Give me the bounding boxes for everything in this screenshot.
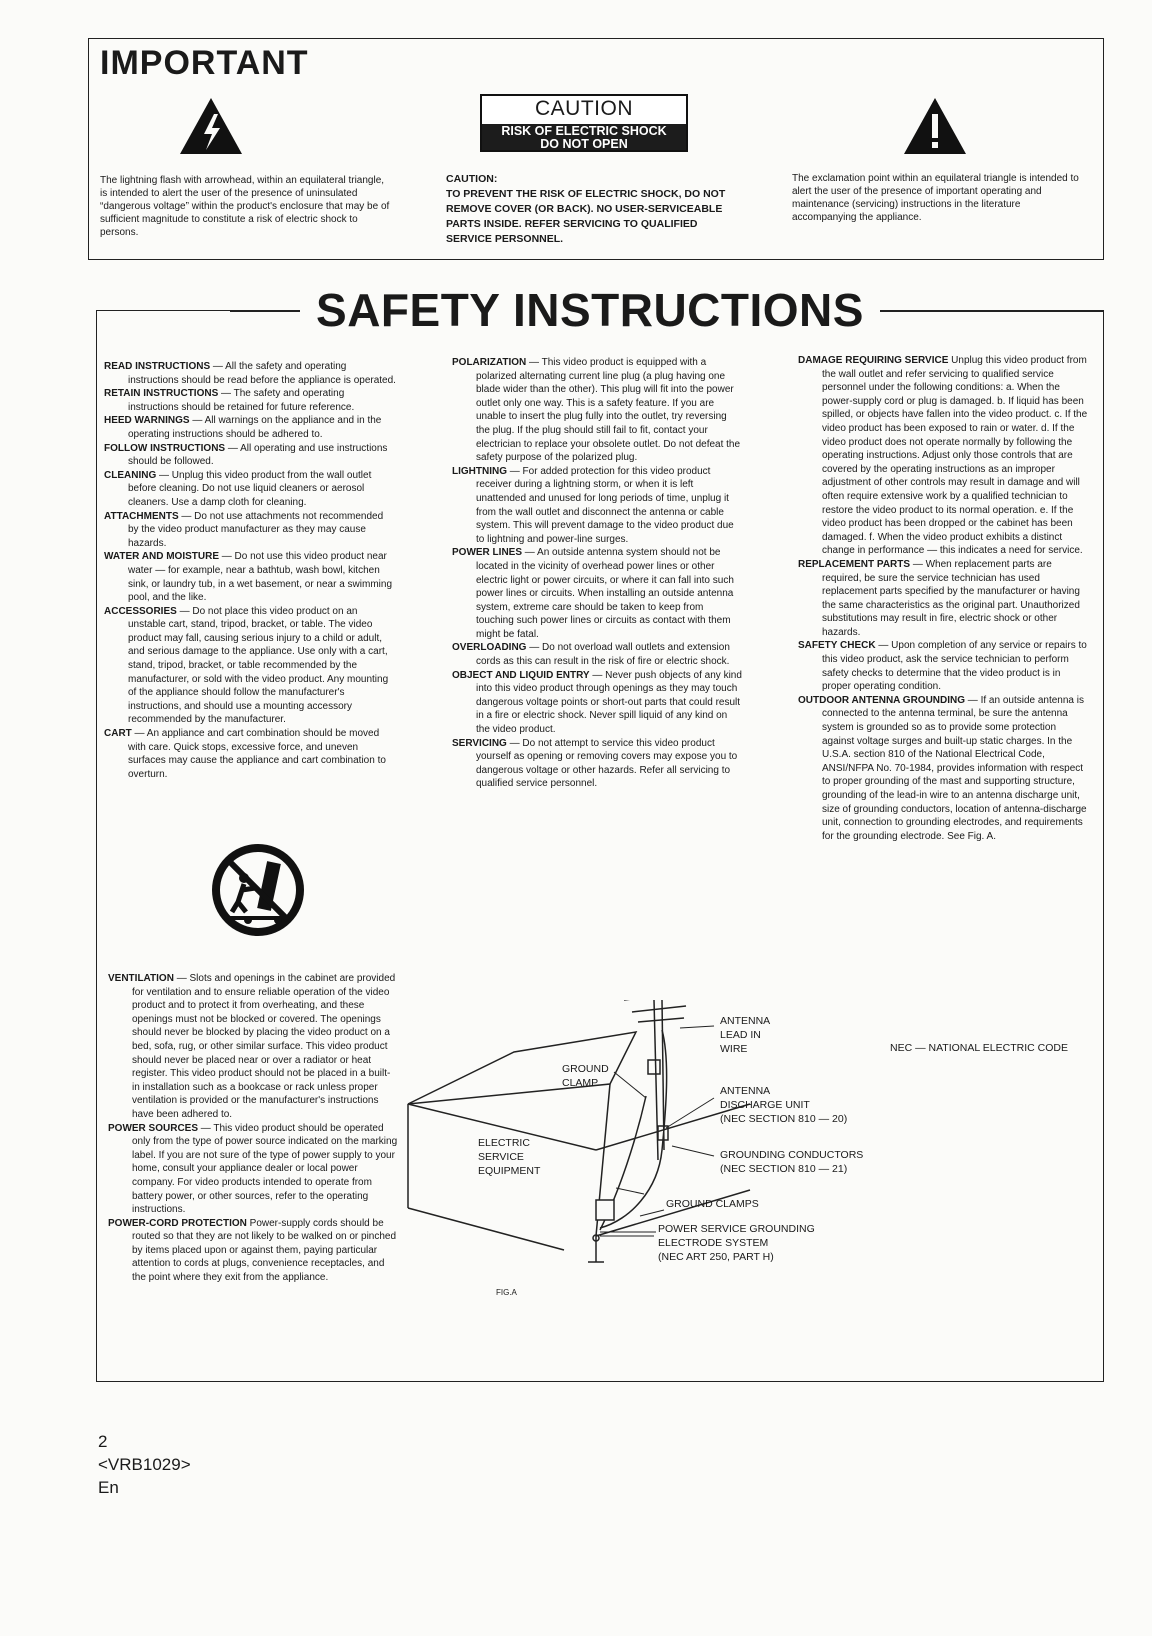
instruction-term: WATER AND MOISTURE (104, 551, 219, 563)
instruction-term: ACCESSORIES (104, 605, 177, 617)
instruction-item (452, 546, 742, 641)
instruction-term: LIGHTNING (452, 465, 507, 477)
instruction-text: — All the safety and operating instructions should be read before the appliance is operated. (128, 361, 396, 386)
instruction-text: Unplug this video product from the wall outlet and refer servicing to qualified service personnel under the following conditions: a. When the power-supply cord or plug is damaged. b. If liquid has been spilled, or objects have fallen into the video product. c. If the video product has been exposed to rain or water. d. If the video product does not operate normally by following the operating instructions. Adjust only those controls that are covered by the operating instructions as an improper adjustment of other controls may result in damage and will often require extensive work by a qualified technician to restore the video product to its normal operation. e. If the video product has been dropped or the cabinet has been damaged. f. When the video product exhibits a distinct change in performance — this indicates a need for service. (822, 355, 1088, 557)
instruction-text: — Do not overload wall outlets and extension cords as this can result in the risk of fire or electric shock. (476, 642, 730, 668)
instruction-term: POWER-CORD PROTECTION (108, 1217, 247, 1229)
title-rule-left (230, 310, 304, 312)
label-ground-clamps: GROUND CLAMPS (666, 1198, 759, 1210)
safety-column-2 (452, 356, 742, 791)
instruction-term: ATTACHMENTS (104, 510, 179, 522)
instruction-text: — Do not use attachments not recommended by the video product manufacturer as they may cause hazards. (128, 510, 384, 549)
instruction-term: OUTDOOR ANTENNA GROUNDING (798, 694, 966, 706)
instruction-term: HEED WARNINGS (104, 415, 190, 427)
instruction-item (452, 356, 742, 465)
instruction-term: FOLLOW INSTRUCTIONS (104, 442, 226, 454)
label-discharge-unit: ANTENNA DISCHARGE UNIT (NEC SECTION 810 — 20) (720, 1085, 848, 1125)
instruction-text: — This video product should be operated only from the type of power source indicated on the marking label. If you are not sure of the type of power supply to your home, consult your appliance dealer or local power company. For video products intended to operate from battery power, or other sources, refer to the operating instructions. (132, 1122, 398, 1216)
instruction-text: Power-supply cords should be routed so that they are not likely to be walked on or pinched by items placed upon or against them, paying particular attention to cords at plugs, convenience receptacles, and the point where they exit from the appliance. (132, 1217, 397, 1284)
safety-title: SAFETY INSTRUCTIONS (300, 282, 880, 338)
instruction-text: — Do not use this video product near water — for example, near a bathtub, wash bowl, kitchen sink, or laundry tub, in a wet basement, or near a swimming pool, and the like. (128, 551, 393, 604)
instruction-item (452, 669, 742, 737)
instruction-item (104, 510, 396, 551)
instruction-item (104, 605, 396, 727)
instruction-item (452, 737, 742, 791)
label-power-service: POWER SERVICE GROUNDING ELECTRODE SYSTEM (NEC ART 250, PART H) (658, 1223, 815, 1263)
instruction-item (104, 360, 396, 387)
instruction-item (452, 465, 742, 547)
caution-label-line2: DO NOT OPEN (540, 136, 628, 151)
instruction-text: — This video product is equipped with a polarized alternating current line plug (a plug having one blade wider than the other). This plug will fit into the power outlet only one way. This is a safety feature. If you are unable to insert the plug fully into the outlet, try reversing the plug. If the plug should still fail to fit, contact your electrician to replace your obsolete outlet. Do not defeat the safety purpose of the polarized plug. (476, 357, 741, 464)
title-rule-right (876, 310, 1104, 312)
label-ground-clamp: GROUND CLAMP (562, 1063, 609, 1089)
safety-column-3 (798, 354, 1090, 843)
instruction-term: CLEANING (104, 469, 157, 481)
instruction-term: SERVICING (452, 737, 507, 749)
instruction-item (108, 1122, 398, 1217)
safety-column-1 (104, 360, 396, 781)
instruction-item (798, 639, 1090, 693)
instruction-item (452, 641, 742, 668)
instruction-item (104, 414, 396, 441)
instruction-item (108, 1217, 398, 1285)
instruction-text: — Upon completion of any service or repairs to this video product, ask the service technician to perform safety checks to determine that the video product is in proper operating condition. (822, 640, 1087, 693)
instruction-item (108, 972, 398, 1122)
exclamation-warning-icon (902, 96, 968, 156)
language-code: En (98, 1478, 119, 1497)
important-title: IMPORTANT (100, 44, 309, 82)
label-grounding-conductors: GROUNDING CONDUCTORS (NEC SECTION 810 — 21) (720, 1149, 864, 1175)
safety-column-1-lower (108, 972, 398, 1285)
instruction-term: POLARIZATION (452, 357, 527, 368)
instruction-text: — If an outside antenna is connected to the antenna terminal, be sure the antenna system is grounded so as to provide some protection against voltage surges and built-up static charges. In the U.S.A. section 810 of the National Electrical Code, ANSI/NFPA No. 70-1984, provides information with respect to proper grounding of the mast and supporting structure, grounding of the lead-in wire to an antenna discharge unit, size of grounding conductors, location of antenna-discharge unit, connection to grounding electrodes, and requirements for the grounding electrode. See Fig. A. (822, 694, 1087, 842)
instruction-text: — All warnings on the appliance and in the operating instructions should be adhered to. (128, 415, 382, 440)
caution-label-title: CAUTION (535, 97, 633, 120)
instruction-text: — For added protection for this video product receiver during a lightning storm, or when it is left unattended and unused for long periods of time, unplug it from the wall outlet and disconnect the antenna or cable system. This will prevent damage to the video product due to lightning and power-line surges. (476, 465, 734, 545)
instruction-term: POWER LINES (452, 547, 523, 559)
instruction-text: — Never push objects of any kind into this video product through openings as they may touch dangerous voltage points or short-out parts that could result in a fire or electric shock. Never spill liquid of any kind on the video product. (476, 669, 742, 736)
instruction-item (104, 727, 396, 781)
instruction-term: READ INSTRUCTIONS (104, 361, 211, 372)
instruction-term: POWER SOURCES (108, 1122, 199, 1134)
instruction-text: — Do not attempt to service this video product yourself as opening or removing covers may expose you to dangerous voltage or other hazards. Refer all servicing to qualified service personnel. (476, 737, 738, 790)
instruction-text: — All operating and use instructions should be followed. (128, 442, 388, 468)
model-code: <VRB1029> (98, 1455, 191, 1474)
instruction-term: OBJECT AND LIQUID ENTRY (452, 669, 590, 681)
instruction-item (104, 442, 396, 469)
instruction-text: — The safety and operating instructions should be retained for future reference. (128, 388, 355, 413)
caution-warning-text (446, 172, 746, 247)
caution-body: TO PREVENT THE RISK OF ELECTRIC SHOCK, DO NOT REMOVE COVER (OR BACK). NO USER-SERVICEABLE PARTS INSIDE. REFER SERVICING TO QUALIFIED SERVICE PERSONNEL. (446, 188, 726, 245)
instruction-item (104, 387, 396, 414)
instruction-term: SAFETY CHECK (798, 640, 876, 652)
instruction-item (104, 469, 396, 510)
caution-label-line1: RISK OF ELECTRIC SHOCK (501, 124, 667, 138)
caution-heading: CAUTION: (446, 173, 498, 185)
instruction-item (104, 550, 396, 604)
lightning-warning-icon (178, 96, 244, 156)
instruction-item (798, 694, 1090, 844)
instruction-term: VENTILATION (108, 973, 174, 984)
lightning-explanation: The lightning flash with arrowhead, within an equilateral triangle, is intended to alert the user of the presence of uninsulated “dangerous voltage” within the product's enclosure that may be of sufficient magnitude to constitute a risk of electric shock to persons. (100, 175, 390, 238)
label-electric-service: ELECTRIC SERVICE EQUIPMENT (478, 1137, 541, 1177)
instruction-term: RETAIN INSTRUCTIONS (104, 388, 219, 400)
exclamation-explanation: The exclamation point within an equilateral triangle is intended to alert the user of the presence of important operating and maintenance (servicing) instructions in the literature accompanying the appliance. (792, 173, 1079, 223)
instruction-text: — An appliance and cart combination should be moved with care. Quick stops, excessive force, and uneven surfaces may cause the appliance and cart combination to overturn. (128, 728, 386, 780)
instruction-text: — Slots and openings in the cabinet are provided for ventilation and to ensure reliable operation of the video product and to protect it from overheating, and these openings must not be blocked or covered. The openings should never be blocked by placing the video product on a bed, sofa, rug, or other similar surface. This video product should never be placed near or over a radiator or heat register. This video product should not be placed in a built-in installation such as a bookcase or rack unless proper ventilation is provided or the manufacturer's instructions have been adhered to. (132, 973, 396, 1120)
nec-note: NEC — NATIONAL ELECTRIC CODE (890, 1042, 1068, 1054)
instruction-term: CART (104, 728, 132, 740)
cart-warning-icon (208, 840, 308, 940)
instruction-text: — An outside antenna system should not be located in the vicinity of overhead power lines or other electric light or power circuits, or where it can fall into such power lines or circuits. When installing an outside antenna system, extreme care should be taken to keep from touching such power lines or circuits as contact with them might be fatal. (476, 547, 734, 640)
figure-caption: FIG.A (496, 1288, 517, 1297)
instruction-text: — Do not place this video product on an unstable cart, stand, tripod, bracket, or table. The video product may fall, causing serious injury to a child or adult, and serious damage to the appliance. Use only with a cart, stand, tripod, bracket, or table recommended by the manufacturer, or sold with the video product. Any mounting of the appliance should follow the manufacturer's instructions, and should use a mounting accessory recommended by the manufacturer. (128, 605, 389, 726)
instruction-term: REPLACEMENT PARTS (798, 558, 911, 570)
instruction-term: OVERLOADING (452, 642, 527, 654)
instruction-item (798, 558, 1090, 640)
instruction-term: DAMAGE REQUIRING SERVICE (798, 355, 949, 366)
instruction-item (798, 354, 1090, 558)
label-antenna-lead-in: ANTENNA LEAD IN WIRE (720, 1015, 771, 1055)
caution-label-strip (482, 124, 686, 150)
instruction-text: — When replacement parts are required, be sure the service technician has used replacement parts specified by the manufacturer or having the same characteristics as the original part. Unauthorized substitutions may result in fire, electric shock or other hazards. (822, 558, 1080, 638)
page-number: 2 (98, 1432, 108, 1451)
instruction-text: — Unplug this video product from the wall outlet before cleaning. Do not use liquid cleaners or aerosol cleaners. Use a damp cloth for cleaning. (128, 469, 372, 508)
